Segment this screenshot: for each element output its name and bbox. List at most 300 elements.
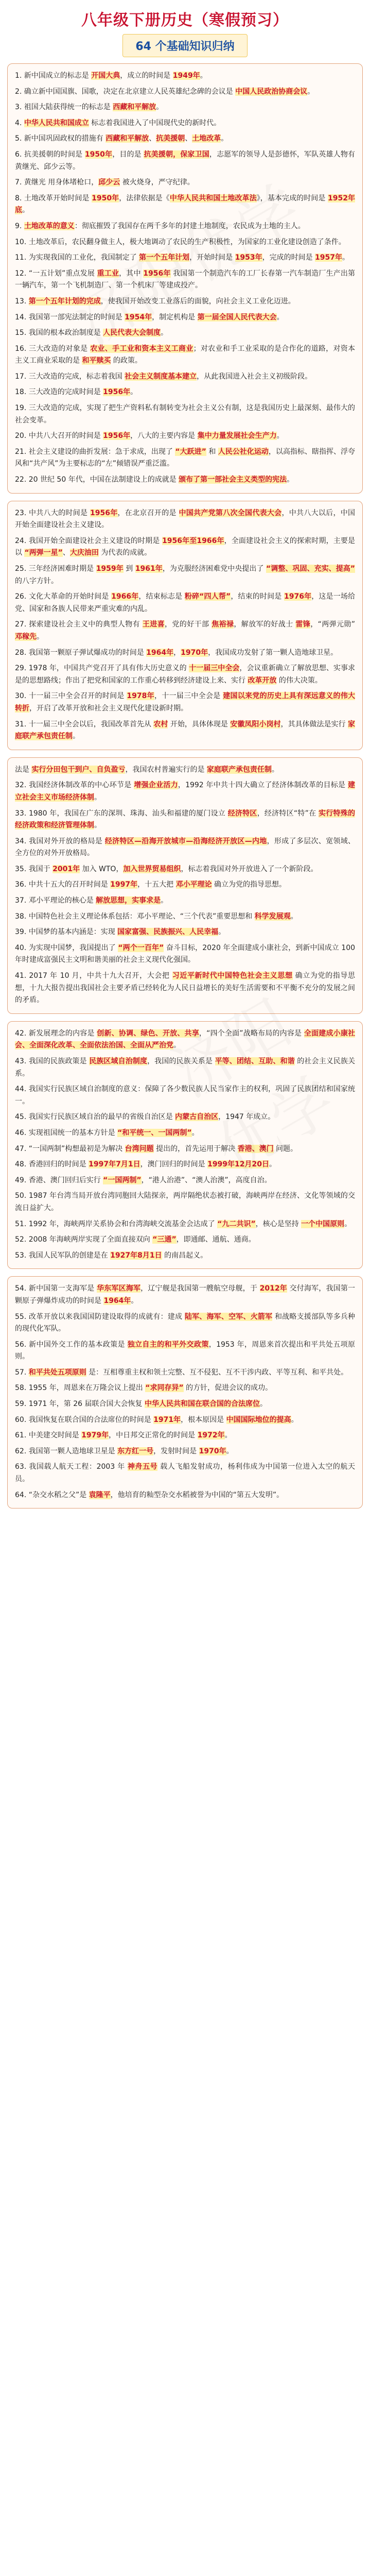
item-text: 38. 中国特色社会主义理论体系包括：邓小平理论、“三个代表”重要思想和 [15, 912, 255, 921]
item-text: ，发射时间是 [153, 1447, 199, 1455]
highlighted-text: 邓小平理论 [175, 880, 212, 889]
highlighted-text: 1964年 [146, 648, 174, 657]
highlighted-text: 1966年 [111, 592, 139, 601]
highlighted-text: 经济特区—沿海开放城市—沿海经济开放区—内地 [104, 837, 267, 845]
highlighted-text: 邓稼先 [15, 632, 37, 641]
item-text: 7. 黄继光 用身体堵枪口， [15, 178, 99, 187]
highlighted-text: 土地改革 [192, 134, 221, 143]
item-text: ，结束标志是 [138, 592, 185, 601]
highlighted-text: 家庭联产承包责任制 [206, 765, 272, 774]
item-text: 60. 我国恢复在联合国的合法席位的时间是 [15, 1415, 154, 1424]
item-text: 。 [200, 72, 207, 80]
knowledge-item [15, 133, 355, 145]
knowledge-item [15, 1430, 355, 1442]
item-text: 为代表的成就。 [98, 549, 152, 557]
highlighted-text: 陆军、海军、空军、火箭军 [184, 1312, 273, 1321]
highlighted-text: “三通” [152, 1235, 177, 1244]
item-text: ，形成了多层次、宽领域、全方位的对外开放格局。 [15, 837, 356, 858]
item-text: 到 [123, 565, 135, 573]
item-text: 。 [22, 206, 29, 215]
item-text: 56. 新中国外交工作的基本政策是 [15, 1340, 128, 1349]
item-text: ，解放军的好战士 [234, 620, 296, 629]
highlighted-text: 西藏和平解放 [113, 103, 156, 112]
item-text: 40. 为实现中国梦，我国提出了 [15, 943, 118, 952]
item-text: 11. 为实现我国的工业化，我国制定了 [15, 253, 139, 262]
item-text: 和战略支援部队等多兵种的现代化军队。 [15, 1312, 356, 1333]
item-text: 16. 三大改造的对象是 [15, 344, 91, 353]
item-text: ，核心是坚持 [255, 1219, 302, 1228]
item-text: 15. 我国的根本政治制度是 [15, 329, 103, 337]
highlighted-text: 中华人民共和国在联合国的合法席位 [144, 1400, 260, 1409]
highlighted-text: 中华人民共和国土地改革法 [169, 194, 257, 202]
item-text: 载人飞船发射成功，杨利伟成为中国第一位进入太空的航天员。 [15, 1463, 356, 1484]
item-text: ，开启了改革开放和社会主义现代化建设新时期。 [29, 704, 188, 713]
item-text: 27. 探索建设社会主义中的典型人物有 [15, 620, 143, 629]
knowledge-item [15, 1234, 355, 1246]
item-text: 23. 中共八大的时间是 [15, 509, 90, 517]
highlighted-text: 1999年12月20日 [207, 1160, 270, 1169]
item-text: 2. 确立新中国国旗、国歌，决定在北京建立人民英雄纪念碑的会议是 [15, 87, 236, 96]
highlighted-text: 农业、手工业和资本主义工商业 [90, 344, 193, 353]
item-text: ，其中 [119, 269, 144, 278]
highlighted-text: 经济特区 [227, 809, 257, 818]
item-text: 28. 我国第一颗原子弹试爆成功的时间是 [15, 648, 147, 657]
knowledge-item [15, 1111, 355, 1124]
item-text: 。 [276, 432, 284, 440]
item-text: 47. “一国两制”构想最初是为解决 [15, 1144, 125, 1153]
page-subtitle: 64 个基础知识归纳 [122, 34, 247, 57]
item-text: 、 [62, 549, 70, 557]
item-text: 法是 [15, 765, 32, 774]
knowledge-item [15, 70, 355, 82]
item-text: ，“四个全面”战略布局的内容是 [199, 1029, 304, 1038]
item-text: 54. 新中国第一支海军是 [15, 1284, 97, 1293]
highlighted-text: 1964年 [103, 1296, 131, 1305]
knowledge-item [15, 863, 355, 876]
item-text: 确立为党的指导思想。 [212, 880, 287, 889]
knowledge-card [7, 757, 363, 1014]
knowledge-item [15, 177, 355, 189]
highlighted-text: 十一届三中全会 [189, 664, 240, 673]
item-text: 和 [206, 447, 218, 456]
item-text: ，我国的民族关系是 [147, 1057, 215, 1065]
knowledge-card [7, 1021, 363, 1269]
knowledge-item [15, 619, 355, 643]
item-text: ，1992 年中共十四大确立了经济体制改革的目标是 [178, 781, 348, 790]
highlighted-text: 第一个五年计划的完成 [28, 297, 101, 306]
knowledge-item [15, 193, 355, 217]
knowledge-item [15, 1218, 355, 1231]
knowledge-item [15, 779, 355, 804]
item-text: 51. 1992 年，海峡两岸关系协会和台湾海峡交流基金会达成了 [15, 1219, 218, 1228]
highlighted-text: 台湾问题 [125, 1144, 154, 1153]
highlighted-text: 安徽凤阳小岗村 [230, 720, 281, 728]
item-text: ，结束的时间是 [231, 592, 284, 601]
highlighted-text: 增强企业活力 [134, 781, 178, 790]
item-text: 的南昌起义。 [162, 1251, 208, 1260]
item-text: ，“两弹元勋” [310, 620, 356, 629]
item-text: 1. 新中国成立的标志是 [15, 72, 92, 80]
item-text: 的政策。 [111, 357, 142, 365]
knowledge-item [15, 1127, 355, 1140]
item-text: ，辽宁舰是我国第一艘航空母舰，于 [140, 1284, 260, 1293]
knowledge-item [15, 647, 355, 659]
item-text: 59. 1971 年，第 26 届联合国大会恢复 [15, 1400, 145, 1409]
highlighted-text: 1956年 [103, 432, 131, 440]
highlighted-text: 实行分田包干到户、自负盈亏 [31, 765, 126, 774]
item-text: 奋斗目标，2020 年全面建成小康社会，到新中国成立 100 年时建成富强民主文明和谐美丽的社会主义现代化强国。 [15, 943, 356, 964]
item-text: ，在北京召开的是 [117, 509, 179, 517]
item-text: 我国第一个制造汽车的工厂长春第一汽车制造厂生产出第一辆汽车，第一个飞机制造厂、第一个机床厂等建成投产。 [15, 269, 356, 290]
item-text: 问题。 [273, 1144, 298, 1153]
knowledge-item [15, 1159, 355, 1171]
knowledge-item [15, 252, 355, 264]
item-text: 63. 我国载人航天工程：2003 年 [15, 1463, 128, 1471]
highlighted-text: 开国大典 [91, 72, 120, 80]
highlighted-text: 抗美援朝，保家卫国 [144, 150, 209, 159]
highlighted-text: 家庭联产承包责任制 [15, 720, 356, 741]
highlighted-text: 民族区域自治制度 [89, 1057, 148, 1065]
highlighted-text: 1956年 [143, 269, 171, 278]
highlighted-text: 全面建成小康社会、全面深化改革、全面依法治国、全面从严治党 [15, 1029, 356, 1050]
knowledge-card [7, 501, 363, 750]
item-text: 53. 我国人民军队的创建是在 [15, 1251, 111, 1260]
highlighted-text: 大庆油田 [69, 549, 99, 557]
highlighted-text: 建立社会主义市场经济体制 [15, 781, 356, 802]
knowledge-item [15, 371, 355, 383]
highlighted-text: 一个中国原则 [301, 1219, 345, 1228]
knowledge-item [15, 268, 355, 292]
highlighted-text: 解放思想，实事求是 [96, 896, 161, 905]
item-text: 。 [221, 134, 228, 143]
highlighted-text: 袁隆平 [89, 1490, 111, 1499]
item-text: 。 [94, 793, 101, 802]
item-text: 58. 1955 年，周恩来在万隆会议上提出 [15, 1384, 146, 1393]
item-text: 48. 香港回归的时间是 [15, 1160, 89, 1169]
knowledge-item [15, 296, 355, 308]
knowledge-item [15, 386, 355, 399]
item-text: ，中共八大以后，中国开始全面建设社会主义建设。 [15, 509, 356, 530]
knowledge-item [15, 236, 355, 249]
highlighted-text: 2001年 [52, 865, 80, 873]
item-text: 。 [156, 103, 164, 112]
knowledge-item [15, 507, 355, 532]
item-text: 41. 2017 年 10 月，中共十九大召开，大会把 [15, 972, 172, 980]
item-text: 13. [15, 297, 29, 306]
item-text: 。 [130, 388, 138, 397]
highlighted-text: 加入世界贸易组织 [123, 865, 181, 873]
highlighted-text: 1949年 [172, 72, 200, 80]
item-text: 31. 十一届三中全会以后，我国改革首先从 [15, 720, 154, 728]
highlighted-text: 1971年 [153, 1415, 181, 1424]
item-text: 被火烧身，严守纪律。 [120, 178, 195, 187]
knowledge-item [15, 895, 355, 907]
item-text: 4. [15, 118, 24, 127]
knowledge-card [7, 1276, 363, 1509]
knowledge-item [15, 663, 355, 687]
item-text: 44. 我国实行民族区域自治制度的意义：保障了各少数民族人民当家作主的权利，巩固了民族团结和国家统一。 [15, 1085, 355, 1106]
highlighted-text: 1950年 [84, 150, 113, 159]
highlighted-text: 土地改革的意义 [24, 222, 75, 230]
item-text: 39. 中国梦的基本内涵是：实现 [15, 928, 118, 937]
highlighted-text: “大跃进” [175, 447, 206, 456]
knowledge-item [15, 926, 355, 939]
item-text: 。 [173, 1041, 181, 1050]
highlighted-text: 王进喜 [142, 620, 165, 629]
knowledge-item [15, 149, 355, 173]
item-text: 55. 改革开放以来我国国防建设取得的成就有：建成 [15, 1312, 185, 1321]
item-text: ，成立的时间是 [120, 72, 173, 80]
knowledge-card [7, 63, 363, 494]
knowledge-item [15, 1250, 355, 1262]
item-text: ，根本原因是 [181, 1415, 226, 1424]
highlighted-text: 1927年8月1日 [110, 1251, 162, 1260]
item-text: 。 [131, 1296, 138, 1305]
item-text: 加入 WTO， [80, 865, 124, 873]
item-text: 。 [94, 821, 101, 830]
item-text: 。 [290, 912, 298, 921]
highlighted-text: 1956年 [90, 509, 118, 517]
highlighted-text: 1979年 [81, 1431, 109, 1440]
item-text: 32. 我国经济体制改革的中心环节是 [15, 781, 134, 790]
highlighted-text: 1978年 [127, 692, 154, 701]
item-text: 的八字方针。 [15, 577, 58, 585]
highlighted-text: 中国人民政治协商会议 [235, 87, 308, 96]
item-text: 确立为党的指导思想，十九大报告提出我国社会主要矛盾已经转化为人民日益增长的美好生活需要和不平衡不充分的发展之间的矛盾。 [15, 972, 355, 1005]
subtitle-wrap [0, 34, 370, 63]
item-text: ，1947 年成立。 [218, 1113, 275, 1122]
item-text: 34. 我国对外开放的格局是 [15, 837, 105, 845]
knowledge-item [15, 1461, 355, 1485]
knowledge-item [15, 970, 355, 1007]
highlighted-text: 1956年 [103, 388, 131, 397]
highlighted-text: 1959年 [96, 565, 124, 573]
highlighted-text: 1954年 [125, 313, 152, 321]
item-text: ，使我国开始改变工业落后的面貌，向社会主义工业化迈进。 [100, 297, 295, 306]
item-text: 。 [224, 1431, 232, 1440]
item-text: ，从此我国进入社会主义初级阶段。 [197, 372, 312, 381]
knowledge-item [15, 836, 355, 860]
highlighted-text: 1997年 [110, 880, 138, 889]
knowledge-item [15, 474, 355, 486]
highlighted-text: 第一届全国人民代表大会 [197, 313, 277, 321]
highlighted-text: 中国国际地位的提高 [226, 1415, 291, 1424]
item-text: ，1953 年，周恩来首次提出和平共处五项原则。 [15, 1340, 356, 1361]
item-text: ，开始时间是 [189, 253, 235, 262]
highlighted-text: 1970年 [199, 1447, 226, 1455]
item-text: 9. [15, 222, 24, 230]
item-text: 。 [73, 732, 80, 741]
item-text: ，我国成功发射了第一颗人造地球卫星。 [208, 648, 338, 657]
highlighted-text: 和平共处五项原则 [28, 1368, 86, 1377]
highlighted-text: 重工业 [97, 269, 119, 278]
highlighted-text: 实行特殊的经济政策和经济管理体制 [15, 809, 356, 830]
knowledge-item [15, 1083, 355, 1108]
highlighted-text: 1956年至1966年 [162, 536, 224, 545]
item-text: ，我国农村普遍实行的是 [125, 765, 207, 774]
item-text: ，十一届三中全会是 [154, 692, 223, 701]
item-text: 19. 三大改造的完成，实现了把生产资料私有制转变为社会主义公有制，这是我国历史上最深刻、最伟大的社会变革。 [15, 404, 355, 425]
item-text: 的社会主义民族关系。 [15, 1057, 356, 1078]
highlighted-text: “九二共识” [217, 1219, 256, 1228]
item-text: 。 [269, 1160, 277, 1169]
item-text: ，八大的主要内容是 [130, 432, 198, 440]
item-text: 29. 1978 年，中国共产党召开了具有伟大历史意义的 [15, 664, 189, 673]
item-text: 52. 2008 年海峡两岸实现了全面直接双向 [15, 1235, 153, 1244]
knowledge-item [15, 402, 355, 427]
knowledge-item [15, 719, 355, 743]
item-text: 。 [271, 765, 279, 774]
highlighted-text: “调整、巩固、充实、提高” [266, 565, 355, 573]
item-text: 开始，具体体现是 [168, 720, 231, 728]
knowledge-item [15, 690, 355, 715]
item-text: 标志着我国进入了中国现代史的新时代。 [89, 118, 221, 127]
highlighted-text: 创新、协调、绿色、开放、共享 [97, 1029, 199, 1038]
item-text: ，他培育的籼型杂交水稻被誉为中国的“第五大发明”。 [110, 1490, 284, 1499]
item-text: 30. 十一届三中全会召开的时间是 [15, 692, 127, 701]
item-text: 14. 我国第一部宪法制定的时间是 [15, 313, 125, 321]
item-text: 18. 三大改造的完成时间是 [15, 388, 103, 397]
knowledge-item [15, 1190, 355, 1214]
highlighted-text: 香港、澳门 [237, 1144, 274, 1153]
highlighted-text: 1953年 [235, 253, 262, 262]
item-text: 。 [287, 476, 294, 484]
item-text: 50. 1987 年台湾当局开放台湾同胞回大陆探亲，两岸隔绝状态被打破，海峡两岸在经济、文化等领域的交流日益扩大。 [15, 1192, 355, 1212]
highlighted-text: 中国共产党第八次全国代表大会 [179, 509, 282, 517]
item-text: 42. 新发展理念的内容是 [15, 1029, 97, 1038]
item-text: 10. 土地改革后，农民翻身做主人，极大地调动了农民的生产积极性，为国家的工业化建设创造了条件。 [15, 238, 346, 246]
knowledge-item [15, 327, 355, 340]
highlighted-text: 华东军区海军 [97, 1284, 141, 1293]
knowledge-item [15, 1446, 355, 1458]
highlighted-text: 1950年 [92, 194, 119, 202]
item-text: 3. 祖国大陆获得统一的标志是 [15, 103, 113, 112]
highlighted-text: 内蒙古自治区 [175, 1113, 219, 1122]
highlighted-text: 第一个五年计划 [139, 253, 190, 262]
highlighted-text: 粉碎“四人帮” [184, 592, 231, 601]
item-text: 。 [191, 1128, 199, 1137]
highlighted-text: 改革开放 [248, 676, 277, 685]
highlighted-text: 农村 [153, 720, 168, 728]
item-text: 24. 我国开始全面建设社会主义建设的时期是 [15, 536, 162, 545]
item-text: ，为克服经济困难党中央提出了 [162, 565, 267, 573]
knowledge-item [15, 1175, 355, 1187]
highlighted-text: “两弹一星” [24, 549, 63, 557]
knowledge-item [15, 1398, 355, 1411]
item-text: 。 [161, 896, 168, 905]
knowledge-item [15, 101, 355, 114]
highlighted-text: 雷锋 [295, 620, 311, 629]
item-text: 25. 三年经济困难时期是 [15, 565, 96, 573]
item-text: 。 [259, 1400, 267, 1409]
highlighted-text: 和平赎买 [82, 357, 111, 365]
item-text: ，会议重新确立了解放思想、实事求是的思想路线；作出了把党和国家的工作重心转移到经济建设上来、实行 [15, 664, 356, 685]
item-text: 46. 实现祖国统一的基本方针是 [15, 1128, 118, 1137]
item-text: 提出的，首先运用于解决 [153, 1144, 238, 1153]
item-text: 是：互相尊重主权和领土完整、互不侵犯、互不干涉内政、平等互利、和平共处。 [86, 1368, 348, 1377]
highlighted-text: 科学发展观 [254, 912, 291, 921]
item-text: 57. [15, 1368, 29, 1377]
item-text: 。 [344, 1219, 352, 1228]
highlighted-text: 习近平新时代中国特色社会主义思想 [172, 972, 293, 980]
highlighted-text: 邱少云 [98, 178, 120, 187]
highlighted-text: 神舟五号 [127, 1463, 158, 1471]
highlighted-text: 1972年 [197, 1431, 225, 1440]
item-text: 45. 我国实行民族区域自治的最早的省级自治区是 [15, 1113, 175, 1122]
highlighted-text: 颁布了第一部社会主义类型的宪法 [179, 476, 287, 484]
highlighted-text: 国家富强、民族振兴、人民幸福 [117, 928, 219, 937]
highlighted-text: 集中力量发展社会生产力 [197, 432, 277, 440]
item-text: 64. “杂交水稻之父”是 [15, 1490, 89, 1499]
item-text: ，志愿军的领导人是彭德怀，军队英雄人物有黄继光、邱少云等。 [15, 150, 356, 171]
highlighted-text: 1961年 [135, 565, 163, 573]
item-text: 62. 我国第一颗人造地球卫星是 [15, 1447, 118, 1455]
knowledge-item [15, 535, 355, 560]
highlighted-text: 2012年 [259, 1284, 287, 1293]
item-text: ，经济特区“特”在 [257, 809, 319, 818]
knowledge-item [15, 221, 355, 233]
highlighted-text: “求同存异” [145, 1384, 184, 1393]
item-text: ，中日邦交正常化的时间是 [109, 1431, 198, 1440]
item-text: ，制定机构是 [152, 313, 198, 321]
item-text: 。 [291, 1415, 298, 1424]
item-text: ，目的是 [112, 150, 144, 159]
highlighted-text: 社会主义制度基本建立 [125, 372, 197, 381]
item-text: ，标志着我国对外开放进入了一个新阶段。 [181, 865, 318, 873]
item-text: 35. 我国于 [15, 865, 53, 873]
knowledge-item [15, 764, 355, 776]
highlighted-text: 1976年 [284, 592, 312, 601]
knowledge-item [15, 808, 355, 832]
item-text: 。 [161, 329, 168, 337]
knowledge-item [15, 117, 355, 130]
item-text: 。 [276, 313, 284, 321]
item-text: ，全面建设社会主义的探索时期，主要是以 [15, 536, 356, 557]
highlighted-text: 东方红一号 [117, 1447, 154, 1455]
item-text: 。 [307, 87, 315, 96]
knowledge-item [15, 1489, 355, 1502]
item-text: ：彻底摧毁了我国存在两千多年的封建土地制度，农民成为土地的主人。 [74, 222, 305, 230]
item-text: ， [173, 648, 181, 657]
knowledge-item [15, 312, 355, 324]
knowledge-item [15, 911, 355, 923]
highlighted-text: 西藏和平解放 [105, 134, 149, 143]
item-text: 17. 三大改造的完成，标志着我国 [15, 372, 125, 381]
knowledge-item [15, 1143, 355, 1156]
highlighted-text: “一国两制” [103, 1176, 142, 1184]
knowledge-item [15, 563, 355, 587]
item-text: ，澳门回归的时间是 [140, 1160, 208, 1169]
item-text: ；对农业和手工业采取的是合作化的道路，对资本主义工商业采取的是 [15, 344, 356, 365]
knowledge-item [15, 1056, 355, 1080]
item-text: 》，基本完成的时间是 [256, 194, 328, 202]
cards-container [0, 63, 370, 1509]
highlighted-text: 建国以来党的历史上具有深远意义的伟大转折 [15, 692, 356, 713]
highlighted-text: 独立自主的和平外交政策 [127, 1340, 209, 1349]
item-text: ，“港人治港”、“澳人治澳”，高度自治。 [141, 1176, 272, 1184]
item-text: 6. 抗美援朝的时间是 [15, 150, 85, 159]
item-text: 49. 香港、澳门回归后实行 [15, 1176, 103, 1184]
item-text: 8. 土地改革开始时间是 [15, 194, 92, 202]
item-text: 20. 中共八大召开的时间是 [15, 432, 103, 440]
item-text: 、 [149, 134, 156, 143]
item-text: 12. “一五计划”重点发展 [15, 269, 97, 278]
knowledge-item [15, 1283, 355, 1307]
item-text: ，即通邮、通航、通商。 [176, 1235, 256, 1244]
highlighted-text: 1952年底 [15, 194, 356, 215]
item-text: ，完成的时间是 [262, 253, 315, 262]
item-text: 43. 我国的民族政策是 [15, 1057, 90, 1065]
